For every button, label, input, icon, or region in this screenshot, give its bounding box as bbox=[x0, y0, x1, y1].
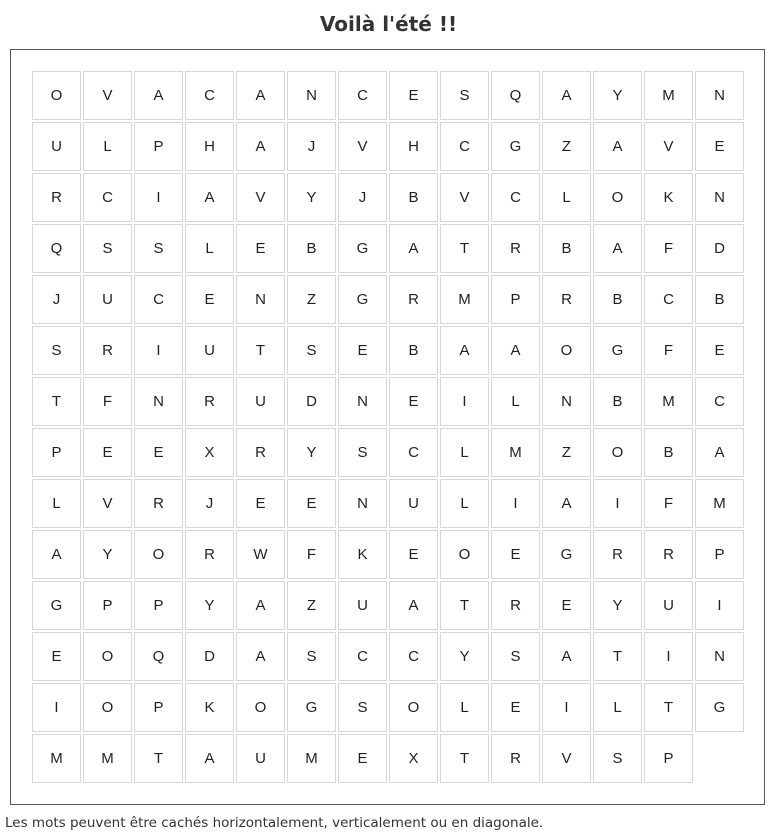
letter-cell[interactable]: G bbox=[287, 683, 336, 732]
letter-cell[interactable]: A bbox=[185, 173, 234, 222]
letter-cell[interactable]: Z bbox=[542, 122, 591, 171]
letter-cell[interactable]: M bbox=[287, 734, 336, 783]
letter-cell[interactable]: G bbox=[491, 122, 540, 171]
letter-cell[interactable]: O bbox=[542, 326, 591, 375]
letter-cell[interactable]: U bbox=[83, 275, 132, 324]
letter-cell[interactable]: C bbox=[185, 71, 234, 120]
letter-cell[interactable]: N bbox=[236, 275, 285, 324]
letter-cell[interactable]: M bbox=[83, 734, 132, 783]
letter-cell[interactable]: G bbox=[338, 224, 387, 273]
letter-cell[interactable]: T bbox=[593, 632, 642, 681]
letter-cell[interactable]: E bbox=[236, 224, 285, 273]
letter-cell[interactable]: K bbox=[338, 530, 387, 579]
letter-cell[interactable]: A bbox=[236, 71, 285, 120]
letter-cell[interactable]: B bbox=[695, 275, 744, 324]
letter-cell[interactable]: B bbox=[593, 275, 642, 324]
letter-cell[interactable]: U bbox=[185, 326, 234, 375]
letter-cell[interactable]: Z bbox=[542, 428, 591, 477]
puzzle-title: Voilà l'été !! bbox=[319, 12, 458, 36]
letter-cell[interactable]: A bbox=[593, 122, 642, 171]
letter-cell[interactable]: E bbox=[338, 326, 387, 375]
letter-cell[interactable]: N bbox=[287, 71, 336, 120]
letter-cell[interactable]: T bbox=[440, 581, 489, 630]
letter-cell[interactable]: L bbox=[440, 479, 489, 528]
letter-cell[interactable]: S bbox=[593, 734, 642, 783]
letter-cell[interactable]: Y bbox=[185, 581, 234, 630]
letter-cell[interactable]: J bbox=[287, 122, 336, 171]
letter-cell[interactable]: G bbox=[593, 326, 642, 375]
letter-cell[interactable]: V bbox=[542, 734, 591, 783]
letter-cell[interactable]: A bbox=[542, 479, 591, 528]
letter-cell[interactable]: E bbox=[695, 326, 744, 375]
letter-cell[interactable]: P bbox=[83, 581, 132, 630]
letter-cell[interactable]: P bbox=[134, 122, 183, 171]
letter-cell[interactable]: Y bbox=[593, 581, 642, 630]
letter-cell[interactable]: L bbox=[593, 683, 642, 732]
letter-cell[interactable]: O bbox=[32, 71, 81, 120]
word-search-board bbox=[10, 49, 765, 805]
letter-cell[interactable]: O bbox=[83, 683, 132, 732]
letter-cell[interactable]: T bbox=[440, 734, 489, 783]
letter-cell[interactable]: M bbox=[491, 428, 540, 477]
letter-cell[interactable]: I bbox=[542, 683, 591, 732]
letter-cell[interactable]: V bbox=[83, 479, 132, 528]
letter-cell[interactable]: C bbox=[134, 275, 183, 324]
letter-cell[interactable]: R bbox=[134, 479, 183, 528]
letter-cell[interactable]: E bbox=[287, 479, 336, 528]
letter-cell[interactable]: I bbox=[440, 377, 489, 426]
letter-cell[interactable]: M bbox=[644, 71, 693, 120]
letter-cell[interactable]: U bbox=[236, 377, 285, 426]
letter-cell[interactable]: N bbox=[134, 377, 183, 426]
letter-cell[interactable]: V bbox=[644, 122, 693, 171]
letter-cell[interactable]: A bbox=[542, 71, 591, 120]
letter-cell[interactable]: L bbox=[491, 377, 540, 426]
letter-cell[interactable]: C bbox=[440, 122, 489, 171]
letter-cell[interactable]: N bbox=[695, 71, 744, 120]
letter-cell[interactable]: U bbox=[236, 734, 285, 783]
letter-cell[interactable]: G bbox=[32, 581, 81, 630]
letter-cell[interactable]: N bbox=[338, 479, 387, 528]
letter-cell[interactable]: C bbox=[695, 377, 744, 426]
letter-cell[interactable]: E bbox=[389, 71, 438, 120]
letter-cell[interactable]: C bbox=[491, 173, 540, 222]
letter-cell[interactable]: B bbox=[287, 224, 336, 273]
letter-cell[interactable]: R bbox=[491, 734, 540, 783]
letter-cell[interactable]: S bbox=[134, 224, 183, 273]
letter-cell[interactable]: E bbox=[338, 734, 387, 783]
letter-cell[interactable]: E bbox=[83, 428, 132, 477]
letter-cell[interactable]: H bbox=[185, 122, 234, 171]
letter-cell[interactable]: Q bbox=[491, 71, 540, 120]
letter-cell[interactable]: R bbox=[389, 275, 438, 324]
letter-cell[interactable]: V bbox=[83, 71, 132, 120]
letter-cell[interactable]: Y bbox=[83, 530, 132, 579]
letter-cell[interactable]: E bbox=[542, 581, 591, 630]
letter-cell[interactable]: F bbox=[644, 224, 693, 273]
letter-cell[interactable]: T bbox=[134, 734, 183, 783]
instructions-text: Les mots peuvent être cachés horizontalement, verticalement ou en diagonale. bbox=[5, 815, 544, 831]
letter-cell[interactable]: Q bbox=[134, 632, 183, 681]
letter-cell[interactable]: D bbox=[695, 224, 744, 273]
letter-cell[interactable]: E bbox=[389, 377, 438, 426]
letter-cell[interactable]: T bbox=[32, 377, 81, 426]
letter-cell[interactable]: S bbox=[440, 71, 489, 120]
letter-cell[interactable]: T bbox=[644, 683, 693, 732]
letter-cell[interactable]: S bbox=[338, 683, 387, 732]
letter-cell[interactable]: J bbox=[338, 173, 387, 222]
letter-cell[interactable]: G bbox=[695, 683, 744, 732]
letter-cell[interactable]: R bbox=[542, 275, 591, 324]
letter-cell[interactable]: N bbox=[695, 632, 744, 681]
letter-cell[interactable]: O bbox=[593, 428, 642, 477]
letter-cell[interactable]: J bbox=[32, 275, 81, 324]
letter-cell[interactable]: R bbox=[491, 224, 540, 273]
letter-cell[interactable]: I bbox=[134, 173, 183, 222]
letter-cell[interactable]: A bbox=[389, 224, 438, 273]
letter-cell[interactable]: Y bbox=[287, 428, 336, 477]
letter-cell[interactable]: U bbox=[389, 479, 438, 528]
letter-cell[interactable]: E bbox=[236, 479, 285, 528]
letter-cell[interactable]: O bbox=[83, 632, 132, 681]
letter-cell[interactable]: L bbox=[542, 173, 591, 222]
letter-cell[interactable]: I bbox=[491, 479, 540, 528]
letter-cell[interactable]: D bbox=[185, 632, 234, 681]
letter-cell[interactable]: R bbox=[236, 428, 285, 477]
letter-cell[interactable]: B bbox=[389, 173, 438, 222]
letter-cell[interactable]: A bbox=[32, 530, 81, 579]
letter-cell[interactable]: G bbox=[542, 530, 591, 579]
letter-cell[interactable]: Y bbox=[440, 632, 489, 681]
letter-cell[interactable]: C bbox=[389, 632, 438, 681]
letter-cell[interactable]: Y bbox=[593, 71, 642, 120]
letter-cell[interactable]: W bbox=[236, 530, 285, 579]
letter-cell[interactable]: A bbox=[593, 224, 642, 273]
letter-cell[interactable]: S bbox=[83, 224, 132, 273]
letter-cell[interactable]: L bbox=[440, 683, 489, 732]
letter-cell[interactable]: E bbox=[695, 122, 744, 171]
letter-cell[interactable]: B bbox=[542, 224, 591, 273]
letter-cell[interactable]: E bbox=[32, 632, 81, 681]
letter-cell[interactable]: C bbox=[338, 632, 387, 681]
letter-cell[interactable]: V bbox=[236, 173, 285, 222]
letter-cell[interactable]: V bbox=[338, 122, 387, 171]
letter-cell[interactable]: K bbox=[644, 173, 693, 222]
letter-cell[interactable]: E bbox=[185, 275, 234, 324]
letter-cell[interactable]: L bbox=[440, 428, 489, 477]
letter-cell[interactable]: F bbox=[644, 326, 693, 375]
letter-cell[interactable]: C bbox=[338, 71, 387, 120]
letter-cell[interactable]: M bbox=[32, 734, 81, 783]
letter-cell[interactable]: C bbox=[389, 428, 438, 477]
letter-cell[interactable]: R bbox=[644, 530, 693, 579]
letter-cell[interactable]: E bbox=[134, 428, 183, 477]
letter-cell[interactable]: C bbox=[83, 173, 132, 222]
letter-cell[interactable]: Q bbox=[32, 224, 81, 273]
letter-cell[interactable]: A bbox=[185, 734, 234, 783]
letter-cell[interactable]: R bbox=[32, 173, 81, 222]
letter-cell[interactable]: L bbox=[83, 122, 132, 171]
letter-cell[interactable]: F bbox=[83, 377, 132, 426]
letter-cell[interactable]: A bbox=[440, 326, 489, 375]
letter-cell[interactable]: U bbox=[32, 122, 81, 171]
letter-cell[interactable]: J bbox=[185, 479, 234, 528]
letter-cell[interactable]: X bbox=[389, 734, 438, 783]
letter-cell[interactable]: D bbox=[287, 377, 336, 426]
letter-cell[interactable]: A bbox=[695, 428, 744, 477]
letter-cell[interactable]: O bbox=[440, 530, 489, 579]
letter-cell[interactable]: M bbox=[695, 479, 744, 528]
letter-cell[interactable]: A bbox=[236, 581, 285, 630]
letter-cell[interactable]: F bbox=[644, 479, 693, 528]
letter-cell[interactable]: L bbox=[185, 224, 234, 273]
letter-cell[interactable]: T bbox=[440, 224, 489, 273]
letter-cell[interactable]: S bbox=[338, 428, 387, 477]
letter-cell[interactable]: P bbox=[695, 530, 744, 579]
letter-grid bbox=[32, 71, 744, 783]
letter-cell[interactable]: A bbox=[236, 122, 285, 171]
letter-cell[interactable]: S bbox=[32, 326, 81, 375]
letter-cell[interactable]: E bbox=[491, 530, 540, 579]
letter-cell[interactable]: V bbox=[440, 173, 489, 222]
letter-cell[interactable]: M bbox=[644, 377, 693, 426]
letter-cell[interactable]: H bbox=[389, 122, 438, 171]
letter-cell[interactable]: P bbox=[134, 683, 183, 732]
letter-cell[interactable]: M bbox=[440, 275, 489, 324]
letter-cell[interactable]: O bbox=[236, 683, 285, 732]
letter-cell[interactable]: P bbox=[32, 428, 81, 477]
letter-cell[interactable]: X bbox=[185, 428, 234, 477]
letter-cell[interactable]: G bbox=[338, 275, 387, 324]
letter-cell[interactable]: B bbox=[389, 326, 438, 375]
letter-cell[interactable]: O bbox=[593, 173, 642, 222]
letter-cell[interactable]: Z bbox=[287, 275, 336, 324]
letter-cell[interactable]: S bbox=[287, 326, 336, 375]
letter-cell[interactable]: A bbox=[542, 632, 591, 681]
letter-cell[interactable]: C bbox=[644, 275, 693, 324]
letter-cell[interactable]: R bbox=[83, 326, 132, 375]
letter-cell[interactable]: E bbox=[491, 683, 540, 732]
letter-cell[interactable]: L bbox=[32, 479, 81, 528]
letter-cell[interactable]: U bbox=[644, 581, 693, 630]
letter-cell[interactable]: F bbox=[287, 530, 336, 579]
letter-cell[interactable]: N bbox=[338, 377, 387, 426]
letter-cell[interactable]: B bbox=[644, 428, 693, 477]
letter-cell[interactable]: P bbox=[491, 275, 540, 324]
letter-cell[interactable]: S bbox=[491, 632, 540, 681]
letter-cell[interactable]: O bbox=[389, 683, 438, 732]
letter-cell[interactable]: S bbox=[287, 632, 336, 681]
letter-cell[interactable]: A bbox=[491, 326, 540, 375]
letter-cell[interactable]: R bbox=[185, 377, 234, 426]
letter-cell[interactable]: B bbox=[593, 377, 642, 426]
letter-cell[interactable]: E bbox=[389, 530, 438, 579]
letter-cell[interactable]: A bbox=[389, 581, 438, 630]
letter-cell[interactable]: N bbox=[542, 377, 591, 426]
letter-cell[interactable]: A bbox=[236, 632, 285, 681]
letter-cell[interactable]: U bbox=[338, 581, 387, 630]
letter-cell[interactable]: Y bbox=[287, 173, 336, 222]
letter-cell[interactable]: T bbox=[236, 326, 285, 375]
letter-cell[interactable]: A bbox=[134, 71, 183, 120]
letter-cell[interactable]: I bbox=[695, 581, 744, 630]
letter-cell[interactable]: P bbox=[134, 581, 183, 630]
letter-cell[interactable]: I bbox=[32, 683, 81, 732]
letter-cell[interactable]: R bbox=[593, 530, 642, 579]
letter-cell[interactable]: R bbox=[491, 581, 540, 630]
letter-cell[interactable]: N bbox=[695, 173, 744, 222]
letter-cell[interactable]: O bbox=[134, 530, 183, 579]
letter-cell[interactable]: I bbox=[134, 326, 183, 375]
letter-cell[interactable]: I bbox=[593, 479, 642, 528]
letter-cell[interactable]: R bbox=[185, 530, 234, 579]
letter-cell[interactable]: I bbox=[644, 632, 693, 681]
letter-cell[interactable]: K bbox=[185, 683, 234, 732]
letter-cell[interactable]: Z bbox=[287, 581, 336, 630]
letter-cell[interactable]: P bbox=[644, 734, 693, 783]
